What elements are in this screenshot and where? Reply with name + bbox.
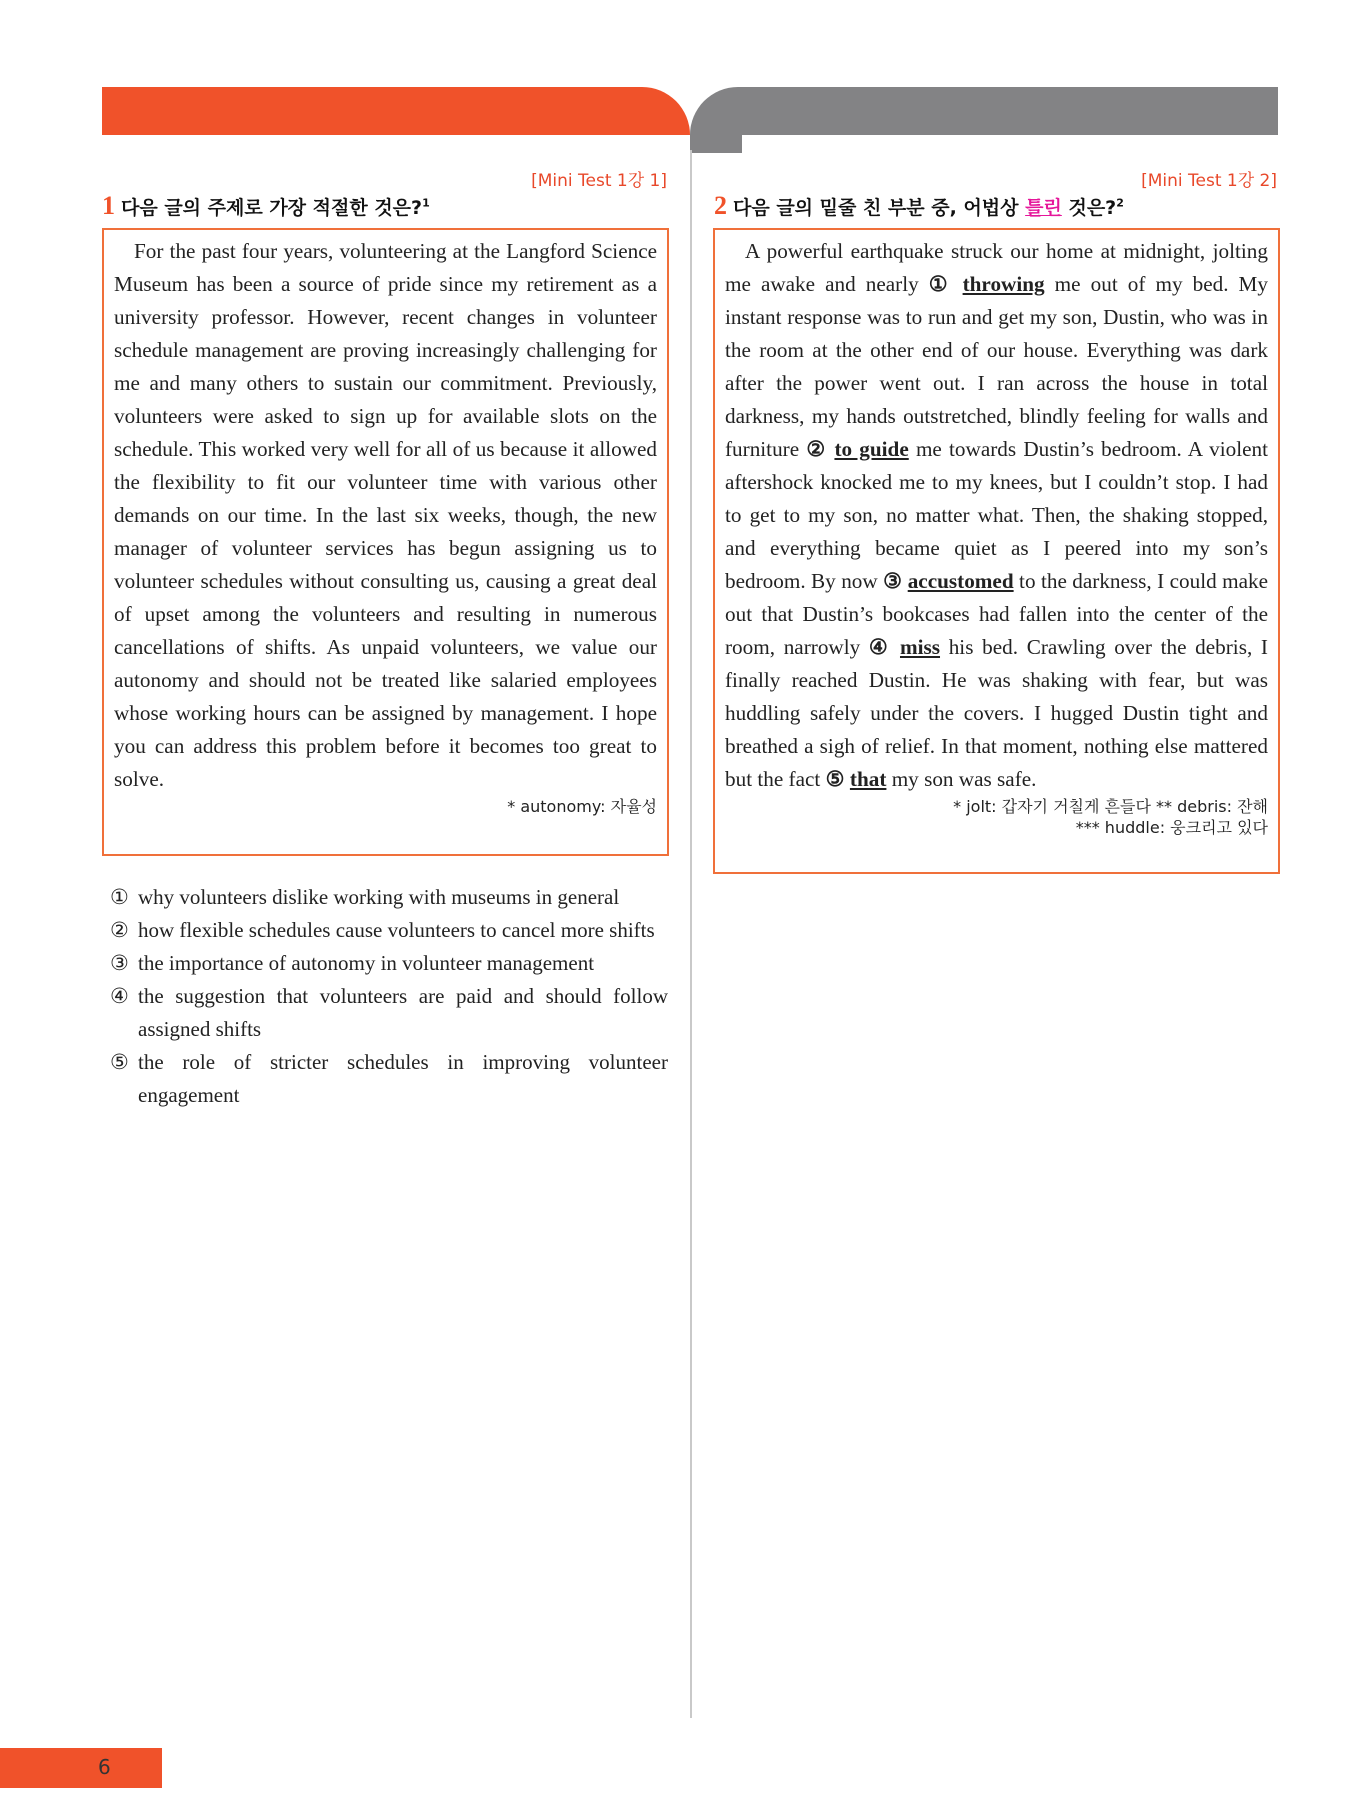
q2-underlined-5: that [849,767,887,791]
q2-footnote-1: * jolt: 갑자기 거칠게 흔들다 ** debris: 잔해 [953,797,1268,816]
q2-marker-2: ② [806,437,828,461]
q2-text-2: me out of my bed. My instant response was to run and get my son, Dustin, who was in the room at the other end of our house. Everything was dark after the power went out. I ran across the house in total darkness, my hands outstretched, blindly feeling for walls and furniture [725,272,1268,461]
q1-heading [102,191,430,221]
footer-bar [0,1748,162,1788]
q2-passage-box [713,228,1280,874]
q2-marker-5: ⑤ [825,767,845,791]
q1-option-3[interactable]: ③ the importance of autonomy in volunteer management [110,951,595,975]
page-number: 6 [98,1755,111,1779]
q2-marker-4: ④ [868,635,892,659]
q1-footnote: * autonomy: 자율성 [507,797,657,816]
q2-underlined-4: miss [899,635,941,659]
header-tab-left [102,87,690,135]
q2-marker-1: ① [928,272,953,296]
q1-passage: For the past four years, volunteering at the Langford Science Museum has been a source of pride since my retirement as a university professor. However, recent changes in volunteer schedule management are proving increasingly challenging for me and many others to sustain our commitment. Previously, volunteers were asked to sign up for available slots on the schedule. This worked very well for all of us because it allowed the flexibility to fit our volunteer time with various other demands on our time. In the last six weeks, though, the new manager of volunteer services has begun assigning us to volunteer schedules without consulting us, causing a great deal of upset among the volunteers and resulting in numerous cancellations of shifts. As unpaid volunteers, we value our autonomy and should not be treated like salaried employees whose working hours can be assigned by management. I hope you can address this problem before it becomes too great to solve. [114,239,657,791]
q2-underlined-2: to guide [834,437,909,461]
q2-underlined-1: throwing [962,272,1045,296]
q2-question-wrong: 틀린 [1025,197,1062,219]
q2-text-3: me towards Dustin’s bedroom. A violent aftershock knocked me to my knees, but I couldn’t stop. I had to get to my son, no matter what. Then, the shaking stopped, and everything became quiet as I peered into my son’s bedroom. By now [725,437,1268,593]
q2-passage [725,235,1268,796]
q2-question-pre: 다음 글의 밑줄 친 부분 중, 어법상 [733,197,1026,219]
q2-mark: 2 [1116,196,1124,210]
q1-option-1[interactable]: ① why volunteers dislike working with museums in general [110,885,620,909]
q2-text-4: to the darkness, I could make out that Dustin’s bookcases had fallen into the center of the room, narrowly [725,569,1269,659]
q1-mark: 1 [422,196,430,210]
q2-text-5: his bed. Crawling over the debris, I finally reached Dustin. He was shaking with fear, but was huddling safely under the covers. I hugged Dustin tight and breathed a sigh of relief. In that moment, nothing else mattered but the fact [725,635,1268,791]
q2-question-post: 것은? [1061,197,1117,219]
q2-number: 2 [714,191,727,220]
header-tab-right-lip [690,135,742,153]
q1-source: [Mini Test 1강 1] [531,171,667,191]
q2-footnote-2: *** huddle: 웅크리고 있다 [1075,818,1268,837]
q2-marker-3: ③ [883,569,903,593]
q1-question: 다음 글의 주제로 가장 적절한 것은? [121,197,423,219]
q2-text-1: A powerful earthquake struck our home at midnight, jolting me awake and nearly [725,239,1268,296]
q1-passage-box [102,228,669,856]
q1-option-4[interactable]: ④ the suggestion that volunteers are paid and should follow assigned shifts [110,984,668,1041]
header-tab-notch [742,135,770,153]
q2-source: [Mini Test 1강 2] [1141,171,1277,191]
header-tab-right [690,87,1278,135]
q1-options [110,881,668,1112]
q1-option-2[interactable]: ② how flexible schedules cause volunteers to cancel more shifts [110,918,655,942]
q1-number: 1 [102,191,115,220]
q2-heading [714,191,1124,221]
q2-underlined-3: accustomed [907,569,1014,593]
q1-option-5[interactable]: ⑤ the role of stricter schedules in improving volunteer engagement [110,1050,668,1107]
column-divider [690,150,692,1718]
q2-text-6: my son was safe. [886,767,1037,791]
